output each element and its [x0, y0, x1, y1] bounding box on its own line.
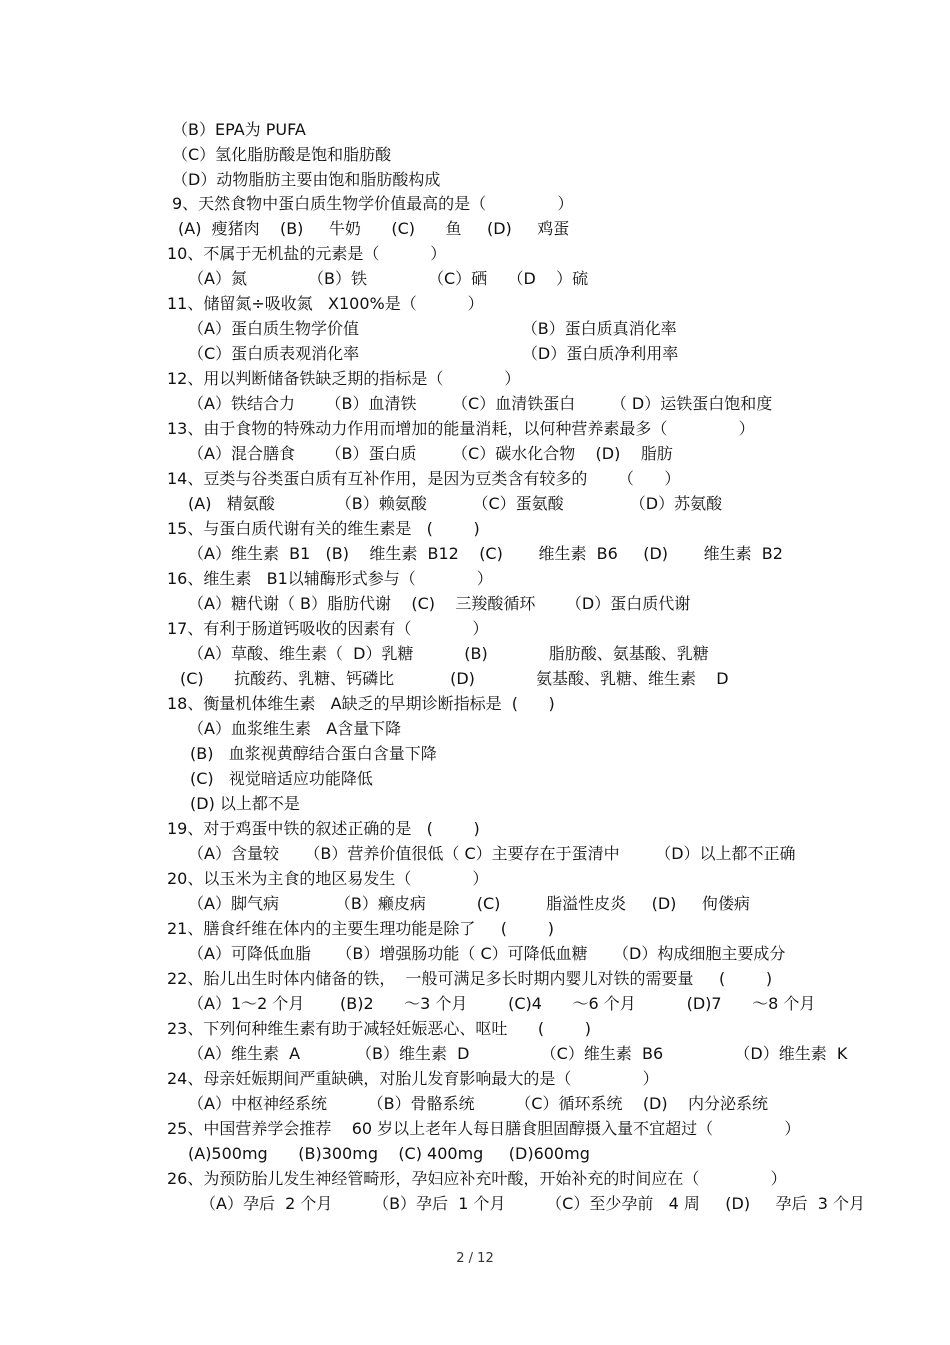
question-line: 24、母亲妊娠期间严重缺碘，对胎儿发育影响最大的是（ ） [167, 1069, 659, 1088]
question-line: 18、衡量机体维生素 A缺乏的早期诊断指标是 ( ) [167, 694, 555, 713]
question-line: 21、膳食纤维在体内的主要生理功能是除了 ( ) [167, 919, 554, 938]
option-line: (A) 精氨酸 （B）赖氨酸 （C）蛋氨酸 （D）苏氨酸 [188, 494, 723, 513]
option-line: （A）维生素 B1 (B) 维生素 B12 (C) 维生素 B6 (D) 维生素 B2 [188, 544, 783, 563]
question-line: 11、储留氮÷吸收氮 X100%是（ ） [167, 294, 484, 313]
option-line: （A）蛋白质生物学价值 （B）蛋白质真消化率 [188, 319, 677, 338]
option-line: （A）混合膳食 （B）蛋白质 （C）碳水化合物 (D) 脂肪 [188, 444, 673, 463]
option-line: （A）氮 （B）铁 （C）硒 （D ）硫 [188, 269, 589, 288]
option-line: （C）蛋白质表观消化率 （D）蛋白质净利用率 [188, 344, 679, 363]
option-line: （D）动物脂肪主要由饱和脂肪酸构成 [172, 170, 441, 189]
option-line: (C) 视觉暗适应功能降低 [190, 769, 373, 788]
question-line: 13、由于食物的特殊动力作用而增加的能量消耗，以何种营养素最多（ ） [167, 419, 755, 438]
question-line: 12、用以判断储备铁缺乏期的指标是（ ） [167, 369, 521, 388]
option-line: （C）氢化脂肪酸是饱和脂肪酸 [172, 145, 392, 164]
option-line: (A) 瘦猪肉 (B) 牛奶 (C) 鱼 (D) 鸡蛋 [178, 219, 570, 238]
option-line: （A）中枢神经系统 （B）骨骼系统 （C）循环系统 (D) 内分泌系统 [188, 1094, 768, 1113]
question-line: 17、有利于肠道钙吸收的因素有（ ） [167, 619, 489, 638]
question-line: 15、与蛋白质代谢有关的维生素是 ( ) [167, 519, 480, 538]
option-line: (C) 抗酸药、乳糖、钙磷比 (D) 氨基酸、乳糖、维生素 D [180, 669, 729, 688]
question-line: 19、对于鸡蛋中铁的叙述正确的是 ( ) [167, 819, 480, 838]
option-line: （A）1～2 个月 (B)2 ～3 个月 (C)4 ～6 个月 (D)7 ～8 个月 [188, 994, 816, 1013]
question-line: 9、天然食物中蛋白质生物学价值最高的是（ ） [172, 194, 574, 213]
option-line: (A)500mg (B)300mg (C) 400mg (D)600mg [188, 1144, 590, 1163]
question-line: 23、下列何种维生素有助于减轻妊娠恶心、呕吐 ( ) [167, 1019, 592, 1038]
option-line: （A）血浆维生素 A含量下降 [188, 719, 402, 738]
option-line: （B）EPA为 PUFA [172, 120, 306, 139]
option-line: （A）脚气病 （B）癞皮病 (C) 脂溢性皮炎 (D) 佝偻病 [188, 894, 750, 913]
question-line: 10、不属于无机盐的元素是（ ） [167, 244, 447, 263]
option-line: （A）铁结合力 （B）血清铁 （C）血清铁蛋白 （ D）运铁蛋白饱和度 [188, 394, 773, 413]
question-line: 22、胎儿出生时体内储备的铁， 一般可满足多长时期内婴儿对铁的需要量 ( ) [167, 969, 773, 988]
question-line: 26、为预防胎儿发生神经管畸形，孕妇应补充叶酸，开始补充的时间应在（ ） [167, 1169, 787, 1188]
option-line: （A）草酸、维生素（ D）乳糖 (B) 脂肪酸、氨基酸、乳糖 [188, 644, 709, 663]
page-number: 2 / 12 [456, 1251, 494, 1266]
question-line: 16、维生素 B1以辅酶形式参与（ ） [167, 569, 493, 588]
option-line: （A）孕后 2 个月 （B）孕后 1 个月 （C）至少孕前 4 周 (D) 孕后 3 个月 [200, 1194, 865, 1213]
option-line: （A）维生素 A （B）维生素 D （C）维生素 B6 （D）维生素 K [188, 1044, 848, 1063]
option-line: (B) 血浆视黄醇结合蛋白含量下降 [190, 744, 437, 763]
option-line: （A）糖代谢（ B）脂肪代谢 (C) 三羧酸循环 （D）蛋白质代谢 [188, 594, 691, 613]
option-line: （A）含量较 （B）营养价值很低（ C）主要存在于蛋清中 （D）以上都不正确 [188, 844, 796, 863]
question-line: 20、以玉米为主食的地区易发生（ ） [167, 869, 489, 888]
question-line: 14、豆类与谷类蛋白质有互补作用，是因为豆类含有较多的 （ ） [167, 469, 681, 488]
option-line: （A）可降低血脂 （B）增强肠功能（ C）可降低血糖 （D）构成细胞主要成分 [188, 944, 786, 963]
option-line: (D) 以上都不是 [190, 794, 300, 813]
question-line: 25、中国营养学会推荐 60 岁以上老年人每日膳食胆固醇摄入量不宜超过（ ） [167, 1119, 801, 1138]
